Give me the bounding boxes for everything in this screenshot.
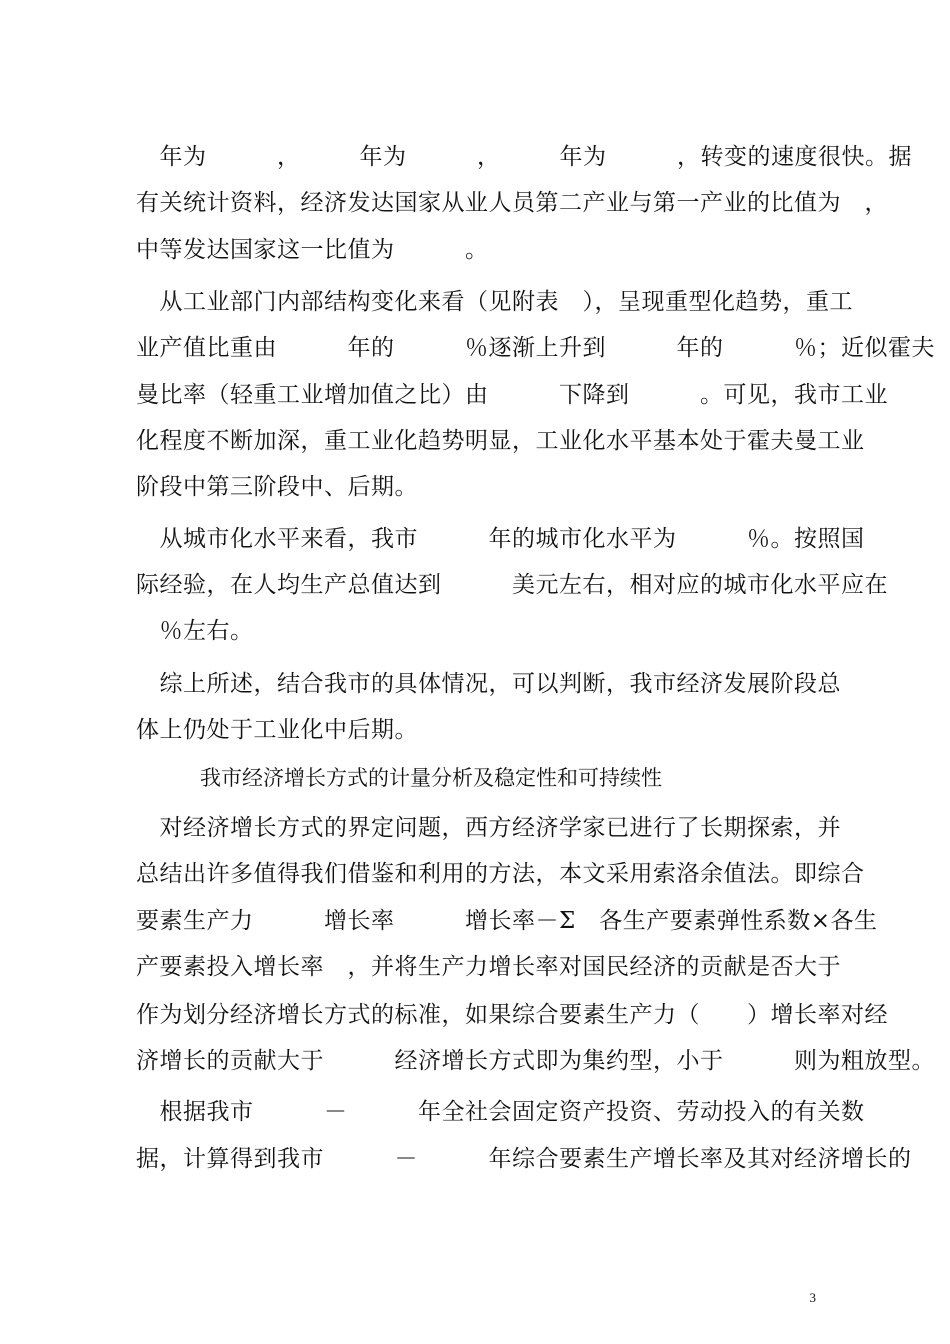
paragraph-line: 对经济增长方式的界定问题，西方经济学家已进行了长期探索，并 [136,815,841,841]
paragraph-line: 济增长的贡献大于 经济增长方式即为集约型，小于 则为粗放型。 [136,1048,935,1074]
paragraph-line: 从工业部门内部结构变化来看（见附表 ），呈现重型化趋势，重工 [136,289,853,315]
paragraph-line: 从城市化水平来看，我市 年的城市化水平为 ％。按照国 [136,526,865,552]
paragraph-line: 阶段中第三阶段中、后期。 [136,474,418,500]
paragraph-line: 根据我市 － 年全社会固定资产投资、劳动投入的有关数 [136,1099,865,1125]
paragraph-line: 要素生产力 增长率 增长率－Σ 各生产要素弹性系数×各生 [136,908,878,934]
paragraph-line: 总结出许多值得我们借鉴和利用的方法，本文采用索洛余值法。即综合 [136,861,865,887]
paragraph-line: 曼比率（轻重工业增加值之比）由 下降到 。可见，我市工业 [136,382,888,408]
paragraph-line: 产要素投入增长率 ，并将生产力增长率对国民经济的贡献是否大于 [136,954,841,980]
paragraph-line: 年为 ， 年为 ， 年为 ，转变的速度很快。据 [136,144,912,170]
paragraph-line: ％左右。 [136,618,254,644]
paragraph-line: 化程度不断加深，重工业化趋势明显，工业化水平基本处于霍夫曼工业 [136,428,865,454]
paragraph-line: 有关统计资料，经济发达国家从业人员第二产业与第一产业的比值为 ， [136,190,888,216]
paragraph-line: 据，计算得到我市 － 年综合要素生产增长率及其对经济增长的 [136,1146,912,1172]
paragraph-line: 际经验，在人均生产总值达到 美元左右，相对应的城市化水平应在 [136,572,888,598]
paragraph-line: 中等发达国家这一比值为 。 [136,237,489,263]
section-heading: 我市经济增长方式的计量分析及稳定性和可持续性 [200,766,662,790]
paragraph-line: 综上所述，结合我市的具体情况，可以判断，我市经济发展阶段总 [136,671,841,697]
page-number: 3 [809,1290,816,1305]
paragraph-line: 体上仍处于工业化中后期。 [136,717,418,743]
paragraph-line: 业产值比重由 年的 ％逐渐上升到 年的 ％；近似霍夫 [136,335,935,361]
paragraph-line: 作为划分经济增长方式的标准，如果综合要素生产力（ ）增长率对经 [136,1002,888,1028]
